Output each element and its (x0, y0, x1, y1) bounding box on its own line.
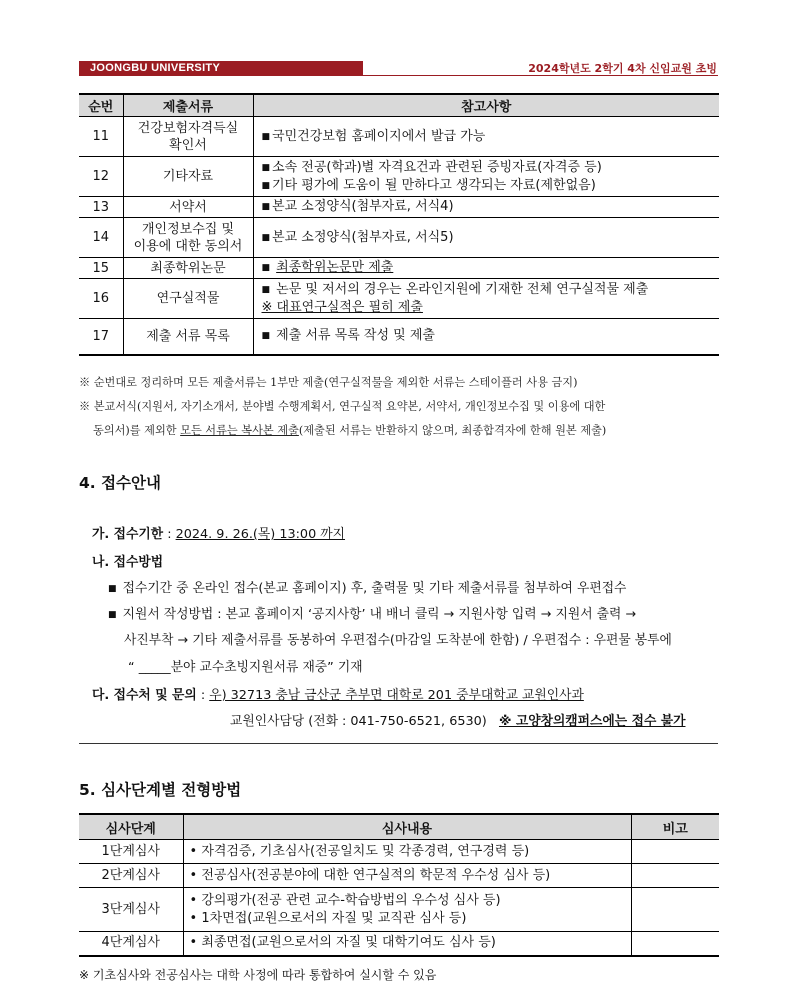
university-banner: JOONGBU UNIVERSITY (79, 61, 363, 76)
row-doc: 연구실적물 (123, 279, 253, 319)
row-no: 13 (79, 197, 123, 218)
stage-cell: 4단계심사 (79, 932, 183, 956)
remark-cell (631, 840, 719, 864)
content-cell: • 최종면접(교원으로서의 자질 및 대학기여도 심사 등) (183, 932, 631, 956)
stage-cell: 1단계심사 (79, 840, 183, 864)
table-row (79, 932, 719, 956)
note-text: ※ 대표연구실적은 필히 제출 (261, 300, 423, 315)
row-no: 15 (79, 258, 123, 279)
col-header-no: 순번 (79, 94, 123, 117)
campus-warning: ※ 고양창의캠퍼스에는 접수 불가 (498, 714, 686, 729)
method-item-2-cont2: “ _____분야 교수초빙지원서류 재중” 기재 (128, 660, 363, 675)
row-notes: ■ 본교 소정양식(첨부자료, 서식5) (253, 218, 719, 258)
deadline-value: 2024. 9. 26.(목) 13:00 까지 (175, 527, 346, 542)
table-row (79, 117, 719, 157)
note-text: 소속 전공(학과)별 자격요건과 관련된 증빙자료(자격증 등) (272, 159, 602, 175)
note-text: 본교 소정양식(첨부자료, 서식4) (272, 199, 454, 214)
method-item-2-cont: 사진부착 → 기타 제출서류를 동봉하여 우편접수(마감일 도착분에 한함) / 우편접수 : 우편물 봉투에 (124, 633, 672, 648)
row-notes: ■ 최종학위논문만 제출 (253, 258, 719, 279)
row-doc (123, 218, 253, 258)
table-header-row (79, 814, 719, 840)
footnote-2: ※ 본교서식(지원서, 자기소개서, 분야별 수행계획서, 연구실적 요약본, 서약서, 개인정보수집 및 이용에 대한 (79, 400, 606, 413)
table-header-row (79, 94, 719, 117)
row-notes: ■ 소속 전공(학과)별 자격요건과 관련된 증빙자료(자격증 등) ■ 기타 평가에 도움이 될 만하다고 생각되는 자료(제한없음) (253, 157, 719, 197)
row-doc: 제출 서류 목록 (123, 319, 253, 355)
contact-phone: 교원인사담당 (전화 : 041-750-6521, 6530) (230, 714, 487, 729)
col-header-stage: 심사단계 (79, 814, 183, 840)
contact-row: 다. 접수처 및 문의 : 우) 32713 충남 금산군 추부면 대학로 201 중부대학교 교원인사과 (92, 688, 584, 703)
note-text: 제출 서류 목록 작성 및 제출 (276, 328, 435, 344)
section-5-title: 5. 심사단계별 전형방법 (79, 781, 242, 799)
row-doc (123, 117, 253, 157)
deadline-label: 가. 접수기한 (92, 527, 164, 542)
footnote-1: ※ 순번대로 정리하며 모든 제출서류는 1부만 제출(연구실적물을 제외한 서류는 스테이플러 사용 금지) (79, 376, 578, 389)
footnote-2-cont: 동의서)를 제외한 모든 서류는 복사본 제출(제출된 서류는 반환하지 않으며, 최종합격자에 한해 원본 제출) (93, 424, 607, 437)
note-text: 본교 소정양식(첨부자료, 서식5) (272, 229, 454, 245)
remark-cell (631, 864, 719, 888)
table-row (79, 864, 719, 888)
note-text: 논문 및 저서의 경우는 온라인지원에 기재한 전체 연구실적물 제출 (276, 282, 649, 297)
col-header-notes: 참고사항 (253, 94, 719, 117)
row-no: 14 (79, 218, 123, 258)
note-text: 최종학위논문만 제출 (276, 260, 394, 275)
row-no: 12 (79, 157, 123, 197)
documents-table (79, 93, 719, 356)
table-row (79, 258, 719, 279)
notice-title: 2024학년도 2학기 4차 신임교원 초빙 (528, 62, 717, 75)
section-divider (79, 743, 718, 744)
row-doc: 최종학위논문 (123, 258, 253, 279)
row-notes: ■ 국민건강보험 홈페이지에서 발급 가능 (253, 117, 719, 157)
row-doc: 서약서 (123, 197, 253, 218)
table-row (79, 319, 719, 355)
table-row (79, 157, 719, 197)
row-notes: ■ 제출 서류 목록 작성 및 제출 (253, 319, 719, 355)
row-no: 11 (79, 117, 123, 157)
doc-name-line: 개인정보수집 및 (141, 221, 235, 237)
table-row (79, 279, 719, 319)
method-item-1: ■ 접수기간 중 온라인 접수(본교 홈페이지) 후, 출력물 및 기타 제출서류를 첨부하여 우편접수 (108, 581, 627, 596)
content-cell: • 전공심사(전공분야에 대한 연구실적의 학문적 우수성 심사 등) (183, 864, 631, 888)
contact-row-2 (230, 710, 685, 729)
col-header-remark: 비고 (631, 814, 719, 840)
review-table (79, 813, 719, 957)
row-no: 17 (79, 319, 123, 355)
review-note: ※ 기초심사와 전공심사는 대학 사정에 따라 통합하여 실시할 수 있음 (79, 968, 437, 982)
table-row (79, 218, 719, 258)
table-row (79, 197, 719, 218)
row-no: 16 (79, 279, 123, 319)
section-4-title: 4. 접수안내 (79, 474, 161, 492)
doc-name-line: 확인서 (169, 137, 207, 153)
row-doc: 기타자료 (123, 157, 253, 197)
remark-cell (631, 888, 719, 932)
method-item-2: ■ 지원서 작성방법 : 본교 홈페이지 ‘공지사항’ 내 배너 클릭 → 지원사항 입력 → 지원서 출력 → (108, 607, 637, 622)
doc-name-line: 건강보험자격득실 (137, 120, 239, 136)
content-cell: • 강의평가(전공 관련 교수-학습방법의 우수성 심사 등) • 1차면접(교원으로서의 자질 및 교직관 심사 등) (183, 888, 631, 932)
row-notes: ■ 논문 및 저서의 경우는 온라인지원에 기재한 전체 연구실적물 제출 ※ 대표연구실적은 필히 제출 (253, 279, 719, 319)
deadline-row: 가. 접수기한 : 2024. 9. 26.(목) 13:00 까지 (92, 527, 346, 542)
col-header-doc: 제출서류 (123, 94, 253, 117)
table-row (79, 888, 719, 932)
stage-cell: 2단계심사 (79, 864, 183, 888)
col-header-content: 심사내용 (183, 814, 631, 840)
note-text: 기타 평가에 도움이 될 만하다고 생각되는 자료(제한없음) (272, 177, 596, 193)
note-text: 국민건강보험 홈페이지에서 발급 가능 (272, 128, 486, 144)
remark-cell (631, 932, 719, 956)
content-cell: • 자격검증, 기초심사(전공일치도 및 각종경력, 연구경력 등) (183, 840, 631, 864)
contact-address: 우) 32713 충남 금산군 추부면 대학로 201 중부대학교 교원인사과 (209, 688, 584, 703)
stage-cell: 3단계심사 (79, 888, 183, 932)
table-row (79, 840, 719, 864)
doc-name-line: 이용에 대한 동의서 (133, 238, 243, 254)
contact-label: 다. 접수처 및 문의 (92, 688, 197, 703)
row-notes: ■ 본교 소정양식(첨부자료, 서식4) (253, 197, 719, 218)
method-label: 나. 접수방법 (92, 555, 164, 570)
